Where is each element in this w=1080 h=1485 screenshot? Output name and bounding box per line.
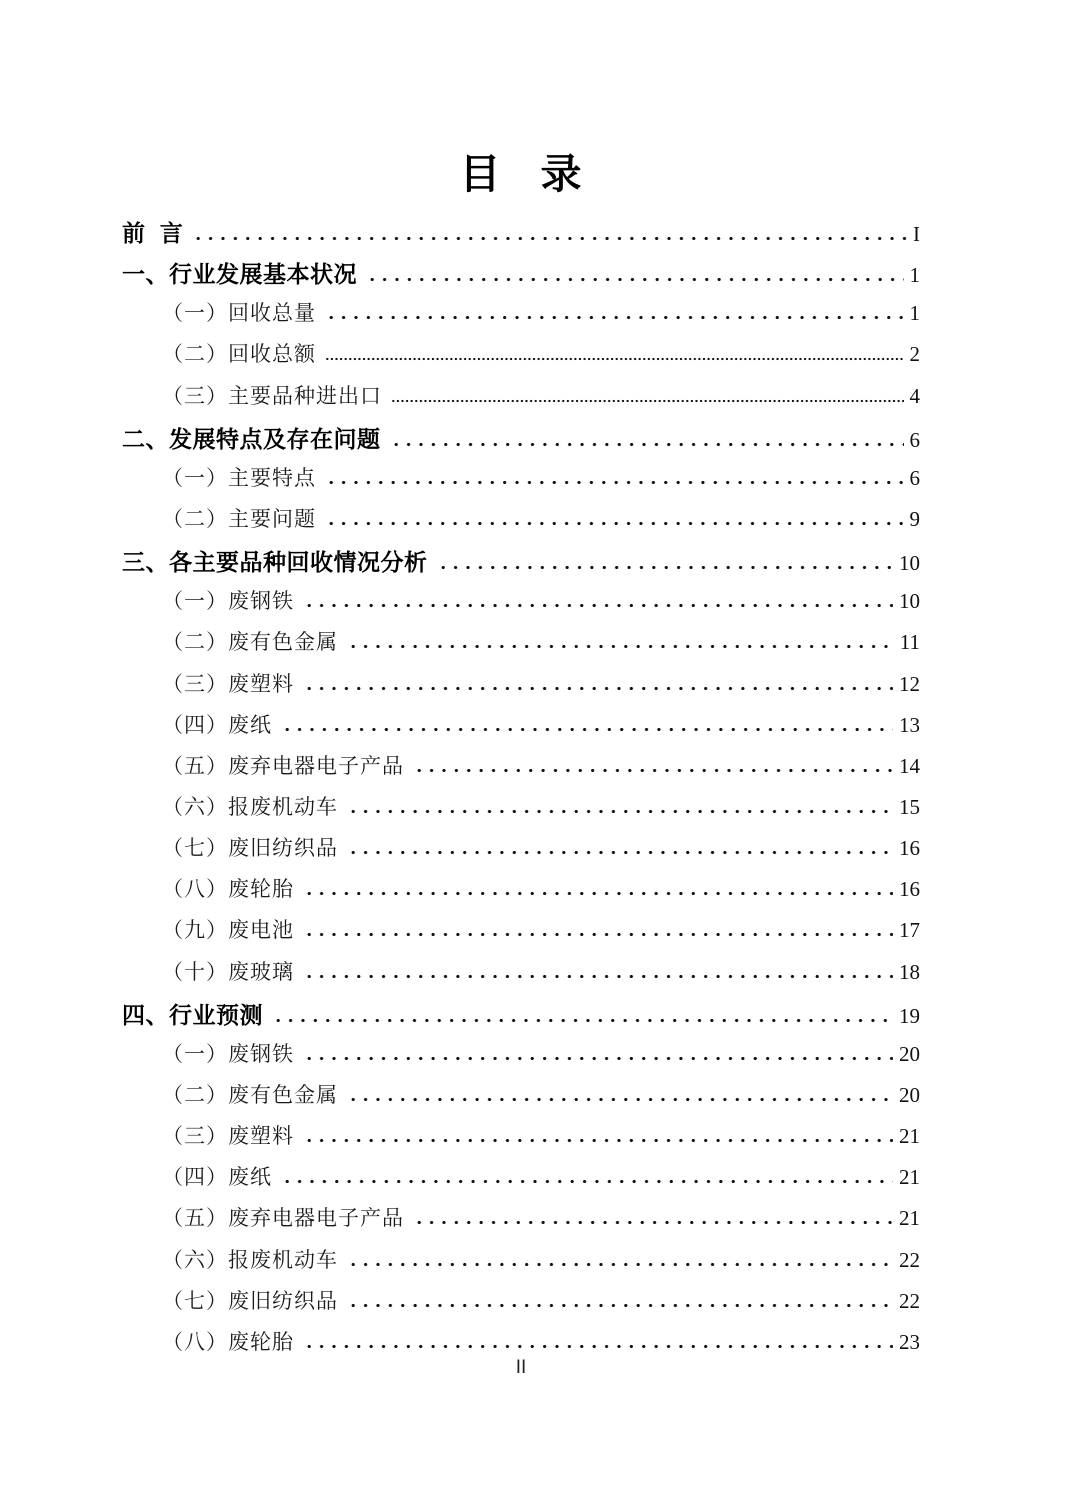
toc-entry-label: （六）报废机动车 [162,1247,338,1272]
toc-dot-leader [303,686,893,691]
toc-entry-label: （八）废轮胎 [162,1329,294,1354]
toc-dot-leader [281,727,893,732]
toc-entry[interactable] [122,207,920,248]
toc-entry-label: （七）废旧纺织品 [162,1288,338,1313]
toc-entry-label: （六）报废机动车 [162,794,338,819]
toc-dot-leader [325,521,904,526]
toc-dot-leader [272,1018,893,1023]
toc-dot-leader [413,1220,893,1225]
toc-entry[interactable] [122,413,920,454]
footer-page-number: II [515,1357,527,1378]
toc-entry[interactable] [122,1318,920,1359]
toc-entry-label: （三）主要品种进出口 [162,383,382,408]
toc-dot-leader [281,1179,893,1184]
toc-dot-leader [303,891,893,896]
toc-entry-label: 四、行业预测 [122,1001,263,1028]
toc-entry-label: （一）废钢铁 [162,589,294,614]
toc-entry[interactable] [122,577,920,618]
toc-entry-page: 2 [909,342,920,367]
toc-entry[interactable] [122,783,920,824]
toc-dot-leader [303,603,893,608]
toc-dot-leader [347,1097,893,1102]
toc-entry-page: 1 [909,301,920,326]
toc-entry-page: 23 [899,1329,920,1354]
toc-entry-page: 22 [899,1247,920,1272]
toc-entry[interactable] [122,989,920,1030]
toc-entry-page: 20 [899,1082,920,1107]
toc-entry-label: （一）主要特点 [162,465,316,490]
toc-dot-leader [390,442,904,447]
toc-entry-label: （四）废纸 [162,712,272,737]
toc-entry-page: 21 [899,1165,920,1190]
toc-dot-leader [303,1344,893,1349]
toc-dot-leader [347,850,893,855]
toc-dot-leader [303,1056,893,1061]
toc-entry[interactable] [122,1153,920,1194]
toc-entry-label: （二）回收总额 [162,342,316,367]
toc-entry-page: 20 [899,1041,920,1066]
toc-entry[interactable] [122,701,920,742]
toc-dot-leader [325,480,904,485]
toc-entry[interactable] [122,865,920,906]
toc-dot-leader [347,1303,893,1308]
toc-dot-leader [347,644,894,649]
toc-dot-leader [347,1262,893,1267]
toc-entry[interactable] [122,372,920,413]
page-title: 目 录 [459,151,583,197]
toc-entry[interactable] [122,618,920,659]
toc-entry-page: 13 [899,712,920,737]
toc-entry-label: （七）废旧纺织品 [162,836,338,861]
toc-entry[interactable] [122,742,920,783]
toc-dot-leader [303,974,893,979]
toc-entry[interactable] [122,660,920,701]
toc-dot-leader [325,315,904,320]
toc-entry[interactable] [122,1236,920,1277]
toc-entry-page: 11 [899,630,920,655]
toc-entry-page: 9 [909,506,920,531]
toc-entry[interactable] [122,289,920,330]
toc-dot-leader [192,236,907,241]
toc-entry-label: 二、发展特点及存在问题 [122,425,381,452]
toc-entry-label: （一）废钢铁 [162,1041,294,1066]
toc-entry-label: （八）废轮胎 [162,877,294,902]
toc-entry-label: （二）废有色金属 [162,1082,338,1107]
toc-entry-page: 10 [899,589,920,614]
toc-entry-label: 三、各主要品种回收情况分析 [122,549,428,576]
toc-entry-label: （五）废弃电器电子产品 [162,753,404,778]
toc-entry-page: 18 [899,959,920,984]
toc-entry-page: 6 [909,427,920,452]
toc-dot-leader [347,809,893,814]
toc-entry[interactable] [122,330,920,371]
toc-entry-label: （十）废玻璃 [162,959,294,984]
toc-entry-label: （一）回收总量 [162,301,316,326]
toc-dot-leader [366,277,904,282]
toc-entry-label: 一、行业发展基本状况 [122,261,357,288]
toc-entry-label: （二）主要问题 [162,506,316,531]
table-of-contents [122,207,920,1359]
toc-dot-leader [437,565,894,570]
toc-dot-leader [391,398,904,403]
toc-entry-label: （二）废有色金属 [162,630,338,655]
toc-entry-page: 15 [899,794,920,819]
toc-entry-page: 16 [899,836,920,861]
toc-entry[interactable] [122,824,920,865]
toc-entry-page: 6 [909,465,920,490]
toc-entry[interactable] [122,454,920,495]
toc-entry-page: 12 [899,671,920,696]
toc-entry-page: 16 [899,877,920,902]
toc-dot-leader [303,932,893,937]
toc-entry[interactable] [122,536,920,577]
toc-entry[interactable] [122,1277,920,1318]
toc-entry-page: 1 [909,263,920,288]
toc-entry-page: 4 [909,383,920,408]
toc-dot-leader [413,768,893,773]
toc-entry-label: （三）废塑料 [162,1124,294,1149]
toc-entry[interactable] [122,1071,920,1112]
toc-entry-page: 17 [899,918,920,943]
toc-dot-leader [325,356,904,361]
toc-entry-page: 19 [899,1003,920,1028]
toc-entry-page: 14 [899,753,920,778]
toc-entry[interactable] [122,248,920,289]
toc-entry-page: 21 [899,1124,920,1149]
toc-entry-label: （三）废塑料 [162,671,294,696]
toc-entry-page: 22 [899,1288,920,1313]
toc-entry[interactable] [122,906,920,947]
toc-entry[interactable] [122,1030,920,1071]
toc-entry-label: （九）废电池 [162,918,294,943]
toc-dot-leader [303,1138,893,1143]
toc-entry[interactable] [122,1194,920,1235]
toc-entry-page: 21 [899,1206,920,1231]
toc-entry-label: （五）废弃电器电子产品 [162,1206,404,1231]
toc-entry-page: 10 [899,551,920,576]
toc-entry-label: 前 言 [122,220,184,246]
toc-entry[interactable] [122,1112,920,1153]
toc-entry-label: （四）废纸 [162,1165,272,1190]
toc-entry[interactable] [122,948,920,989]
toc-entry-page: I [913,222,920,246]
toc-entry[interactable] [122,495,920,536]
